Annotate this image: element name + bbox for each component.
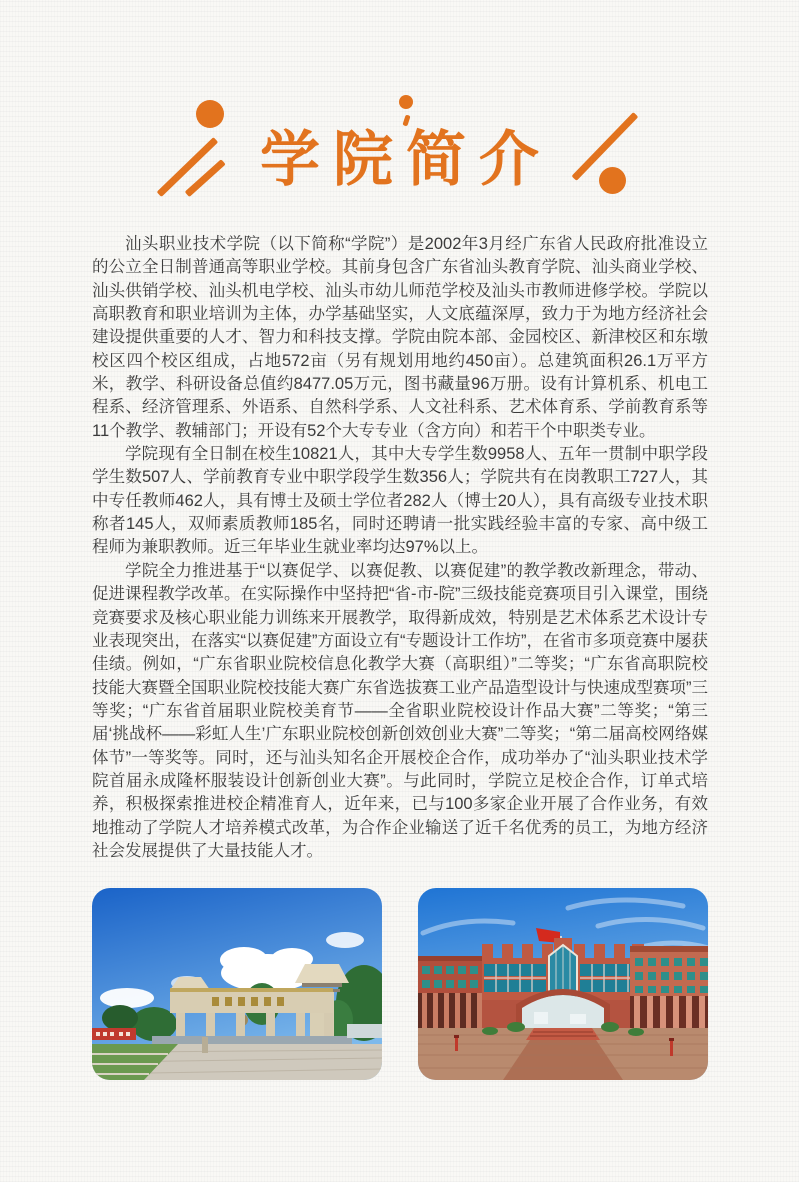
intro-article [92, 233, 708, 863]
intro-paragraph-1: 汕头职业技术学院（以下简称“学院”）是2002年3月经广东省人民政府批准设立的公立全日制普通高等职业学校。其前身包含广东省汕头教育学院、汕头商业学校、汕头供销学校、汕头机电学校、汕头市幼儿师范学校及汕头市教师进修学校。学院以高职教育和职业培训为主体，办学基础坚实，人文底蕴深厚，致力于为地方经济社会建设提供重要的人才、智力和科技支撑。学院由院本部、金园校区、新津校区和东墩校区四个校区组成，占地572亩（另有规划用地约450亩）。总建筑面积26.1万平方米，教学、科研设备总值约8477.05万元，图书藏量96万册。设有计算机系、机电工程系、经济管理系、外语系、自然科学系、人文社科系、艺术体育系、学前教育系等11个教学、教辅部门；开设有52个大专专业（含方向）和若干个中职类专业。 [92, 235, 708, 440]
page-title: 学院简介 [260, 125, 552, 195]
campus-building-photo [418, 888, 708, 1080]
deco-dot-top-icon [399, 95, 413, 109]
intro-paragraph-3: 学院全力推进基于“以赛促学、以赛促教、以赛促建”的教学教改新理念，带动、促进课程教学改革。在实际操作中坚持把“省-市-院”三级技能竞赛项目引入课堂，围绕竞赛要求及核心职业能力训练来开展教学，取得新成效，特别是艺术体系艺术设计专业表现突出，在落实“以赛促建”方面设立有“专题设计工作坊”，在省市多项竞赛中屡获佳绩。例如，“广东省职业院校信息化教学大赛（高职组）”二等奖；“广东省高职院校技能大赛暨全国职业院校技能大赛广东省选拔赛工业产品造型设计与快速成型赛项”三等奖；“广东省首届职业院校美育节——全省职业院校设计作品大赛”二等奖；“第三届‘挑战杯——彩虹人生’广东职业院校创新创效创业大赛”二等奖；“第二届高校网络媒体节”一等奖等。同时，还与汕头知名企开展校企合作，成功举办了“汕头职业技术学院首届永成隆杯服装设计创新创业大赛”。与此同时，学院立足校企合作，订单式培养，积极探索推进校企精准育人，近年来，已与100多家企业开展了合作业务，有效地推动了学院人才培养模式改革，为合作企业输送了近千名优秀的员工，为地方经济社会发展提供了大量技能人才。 [92, 561, 708, 860]
photo-row [92, 888, 708, 1080]
campus-gate-photo [92, 888, 382, 1080]
intro-paragraph-2: 学院现有全日制在校生10821人，其中大专学生数9958人、五年一贯制中职学段学生数507人、学前教育专业中职学段学生数356人；学院共有在岗教职工727人，其中专任教师462人，具有博士及硕士学位者282人（博士20人），具有高级专业技术职称者145人，双师素质教师185名，同时还聘请一批实践经验丰富的专家、高中级工程师为兼职教师。近三年毕业生就业率均达97%以上。 [92, 445, 708, 557]
